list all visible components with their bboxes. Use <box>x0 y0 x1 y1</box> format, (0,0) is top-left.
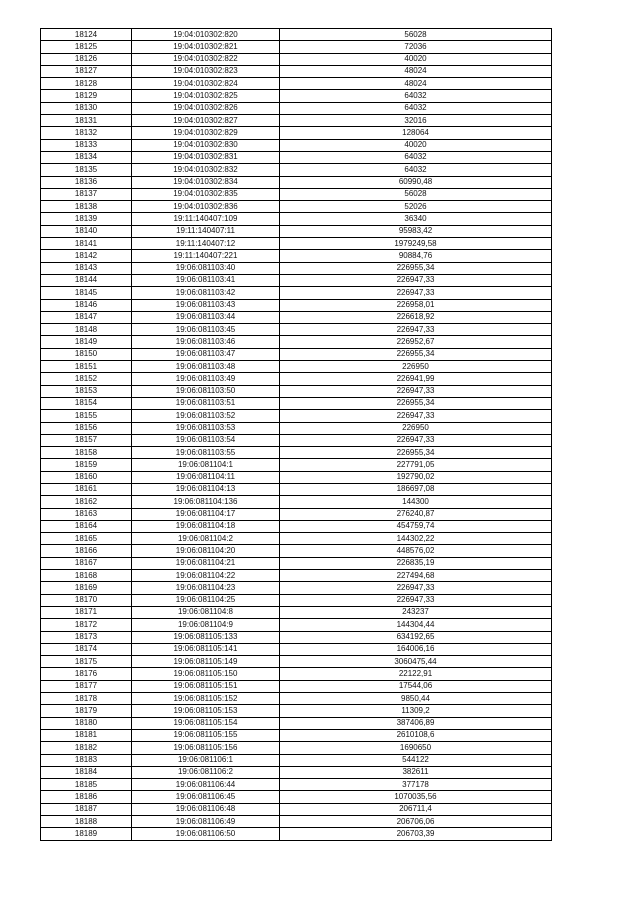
data-table <box>40 28 552 841</box>
row-number-cell: 18126 <box>41 53 132 65</box>
cadastral-number-cell: 19:06:081105:141 <box>132 643 280 655</box>
value-cell: 144302,22 <box>280 533 552 545</box>
row-number-cell: 18139 <box>41 213 132 225</box>
value-cell: 72036 <box>280 41 552 53</box>
cadastral-number-cell: 19:06:081103:47 <box>132 348 280 360</box>
row-number-cell: 18131 <box>41 115 132 127</box>
table-row <box>41 754 552 766</box>
value-cell: 226952,67 <box>280 336 552 348</box>
cadastral-number-cell: 19:04:010302:835 <box>132 188 280 200</box>
cadastral-number-cell: 19:06:081103:44 <box>132 311 280 323</box>
value-cell: 206711,4 <box>280 803 552 815</box>
row-number-cell: 18148 <box>41 324 132 336</box>
value-cell: 454759,74 <box>280 520 552 532</box>
row-number-cell: 18168 <box>41 570 132 582</box>
cadastral-number-cell: 19:06:081103:40 <box>132 262 280 274</box>
row-number-cell: 18135 <box>41 164 132 176</box>
table-row <box>41 631 552 643</box>
cadastral-number-cell: 19:06:081105:154 <box>132 717 280 729</box>
value-cell: 206706,06 <box>280 816 552 828</box>
table-row <box>41 606 552 618</box>
cadastral-number-cell: 19:04:010302:823 <box>132 65 280 77</box>
table-row <box>41 299 552 311</box>
cadastral-number-cell: 19:04:010302:820 <box>132 29 280 41</box>
row-number-cell: 18187 <box>41 803 132 815</box>
cadastral-number-cell: 19:04:010302:834 <box>132 176 280 188</box>
table-row <box>41 115 552 127</box>
row-number-cell: 18176 <box>41 668 132 680</box>
cadastral-number-cell: 19:11:140407:11 <box>132 225 280 237</box>
value-cell: 226955,34 <box>280 348 552 360</box>
table-row <box>41 53 552 65</box>
row-number-cell: 18128 <box>41 78 132 90</box>
value-cell: 56028 <box>280 29 552 41</box>
value-cell: 227494,68 <box>280 570 552 582</box>
value-cell: 226950 <box>280 422 552 434</box>
value-cell: 226947,33 <box>280 287 552 299</box>
row-number-cell: 18140 <box>41 225 132 237</box>
value-cell: 95983,42 <box>280 225 552 237</box>
cadastral-number-cell: 19:04:010302:825 <box>132 90 280 102</box>
row-number-cell: 18174 <box>41 643 132 655</box>
row-number-cell: 18151 <box>41 361 132 373</box>
row-number-cell: 18158 <box>41 447 132 459</box>
cadastral-number-cell: 19:06:081105:155 <box>132 729 280 741</box>
value-cell: 17544,06 <box>280 680 552 692</box>
cadastral-number-cell: 19:06:081104:11 <box>132 471 280 483</box>
table-row <box>41 779 552 791</box>
table-row <box>41 656 552 668</box>
table-row <box>41 693 552 705</box>
cadastral-number-cell: 19:06:081106:49 <box>132 816 280 828</box>
table-row <box>41 238 552 250</box>
table-row <box>41 65 552 77</box>
cadastral-number-cell: 19:06:081103:45 <box>132 324 280 336</box>
value-cell: 634192,65 <box>280 631 552 643</box>
cadastral-number-cell: 19:06:081104:9 <box>132 619 280 631</box>
value-cell: 226947,33 <box>280 594 552 606</box>
value-cell: 144304,44 <box>280 619 552 631</box>
value-cell: 382611 <box>280 766 552 778</box>
cadastral-number-cell: 19:06:081103:55 <box>132 447 280 459</box>
table-row <box>41 471 552 483</box>
cadastral-number-cell: 19:11:140407:12 <box>132 238 280 250</box>
value-cell: 226947,33 <box>280 582 552 594</box>
cadastral-number-cell: 19:06:081105:156 <box>132 742 280 754</box>
row-number-cell: 18160 <box>41 471 132 483</box>
value-cell: 206703,39 <box>280 828 552 840</box>
cadastral-number-cell: 19:06:081106:50 <box>132 828 280 840</box>
table-row <box>41 496 552 508</box>
value-cell: 387406,89 <box>280 717 552 729</box>
table-row <box>41 201 552 213</box>
row-number-cell: 18170 <box>41 594 132 606</box>
value-cell: 1070035,56 <box>280 791 552 803</box>
table-row <box>41 791 552 803</box>
row-number-cell: 18156 <box>41 422 132 434</box>
table-row <box>41 361 552 373</box>
table-row <box>41 410 552 422</box>
value-cell: 227791,05 <box>280 459 552 471</box>
cadastral-number-cell: 19:04:010302:824 <box>132 78 280 90</box>
row-number-cell: 18142 <box>41 250 132 262</box>
value-cell: 60990,48 <box>280 176 552 188</box>
cadastral-number-cell: 19:06:081103:52 <box>132 410 280 422</box>
cadastral-number-cell: 19:06:081106:1 <box>132 754 280 766</box>
cadastral-number-cell: 19:06:081103:46 <box>132 336 280 348</box>
value-cell: 128064 <box>280 127 552 139</box>
cadastral-number-cell: 19:11:140407:109 <box>132 213 280 225</box>
row-number-cell: 18159 <box>41 459 132 471</box>
row-number-cell: 18178 <box>41 693 132 705</box>
value-cell: 9850,44 <box>280 693 552 705</box>
row-number-cell: 18143 <box>41 262 132 274</box>
row-number-cell: 18145 <box>41 287 132 299</box>
value-cell: 226950 <box>280 361 552 373</box>
value-cell: 64032 <box>280 164 552 176</box>
table-row <box>41 717 552 729</box>
value-cell: 144300 <box>280 496 552 508</box>
row-number-cell: 18182 <box>41 742 132 754</box>
value-cell: 226947,33 <box>280 324 552 336</box>
value-cell: 1690650 <box>280 742 552 754</box>
table-row <box>41 766 552 778</box>
table-row <box>41 127 552 139</box>
cadastral-number-cell: 19:06:081104:18 <box>132 520 280 532</box>
row-number-cell: 18137 <box>41 188 132 200</box>
row-number-cell: 18132 <box>41 127 132 139</box>
row-number-cell: 18144 <box>41 274 132 286</box>
value-cell: 40020 <box>280 139 552 151</box>
row-number-cell: 18134 <box>41 151 132 163</box>
table-row <box>41 287 552 299</box>
value-cell: 226947,33 <box>280 385 552 397</box>
table-row <box>41 102 552 114</box>
cadastral-number-cell: 19:06:081103:43 <box>132 299 280 311</box>
row-number-cell: 18185 <box>41 779 132 791</box>
value-cell: 56028 <box>280 188 552 200</box>
table-row <box>41 262 552 274</box>
table-row <box>41 619 552 631</box>
value-cell: 276240,87 <box>280 508 552 520</box>
value-cell: 2610108,6 <box>280 729 552 741</box>
value-cell: 192790,02 <box>280 471 552 483</box>
cadastral-number-cell: 19:06:081104:2 <box>132 533 280 545</box>
row-number-cell: 18166 <box>41 545 132 557</box>
cadastral-number-cell: 19:04:010302:830 <box>132 139 280 151</box>
cadastral-number-cell: 19:06:081106:2 <box>132 766 280 778</box>
cadastral-number-cell: 19:06:081103:50 <box>132 385 280 397</box>
cadastral-number-cell: 19:11:140407:221 <box>132 250 280 262</box>
cadastral-number-cell: 19:06:081104:17 <box>132 508 280 520</box>
row-number-cell: 18133 <box>41 139 132 151</box>
cadastral-number-cell: 19:06:081103:53 <box>132 422 280 434</box>
table-row <box>41 151 552 163</box>
row-number-cell: 18136 <box>41 176 132 188</box>
table-row <box>41 373 552 385</box>
table-row <box>41 742 552 754</box>
value-cell: 36340 <box>280 213 552 225</box>
cadastral-number-cell: 19:06:081103:49 <box>132 373 280 385</box>
row-number-cell: 18169 <box>41 582 132 594</box>
cadastral-number-cell: 19:04:010302:829 <box>132 127 280 139</box>
table-row <box>41 729 552 741</box>
table-row <box>41 570 552 582</box>
value-cell: 3060475,44 <box>280 656 552 668</box>
value-cell: 243237 <box>280 606 552 618</box>
value-cell: 48024 <box>280 65 552 77</box>
cadastral-number-cell: 19:04:010302:831 <box>132 151 280 163</box>
table-row <box>41 213 552 225</box>
table-row <box>41 139 552 151</box>
value-cell: 52026 <box>280 201 552 213</box>
value-cell: 226835,19 <box>280 557 552 569</box>
row-number-cell: 18153 <box>41 385 132 397</box>
cadastral-number-cell: 19:06:081105:133 <box>132 631 280 643</box>
row-number-cell: 18165 <box>41 533 132 545</box>
value-cell: 226955,34 <box>280 397 552 409</box>
row-number-cell: 18181 <box>41 729 132 741</box>
cadastral-number-cell: 19:06:081106:45 <box>132 791 280 803</box>
table-row <box>41 520 552 532</box>
cadastral-number-cell: 19:06:081103:54 <box>132 434 280 446</box>
table-row <box>41 447 552 459</box>
cadastral-number-cell: 19:06:081106:48 <box>132 803 280 815</box>
row-number-cell: 18172 <box>41 619 132 631</box>
row-number-cell: 18125 <box>41 41 132 53</box>
row-number-cell: 18141 <box>41 238 132 250</box>
value-cell: 226958,01 <box>280 299 552 311</box>
table-row <box>41 643 552 655</box>
table-row <box>41 680 552 692</box>
cadastral-number-cell: 19:06:081106:44 <box>132 779 280 791</box>
table-row <box>41 459 552 471</box>
value-cell: 377178 <box>280 779 552 791</box>
table-row <box>41 397 552 409</box>
table-row <box>41 557 552 569</box>
row-number-cell: 18152 <box>41 373 132 385</box>
row-number-cell: 18161 <box>41 483 132 495</box>
table-row <box>41 803 552 815</box>
row-number-cell: 18183 <box>41 754 132 766</box>
value-cell: 64032 <box>280 151 552 163</box>
row-number-cell: 18180 <box>41 717 132 729</box>
table-row <box>41 668 552 680</box>
table-row <box>41 582 552 594</box>
cadastral-number-cell: 19:04:010302:836 <box>132 201 280 213</box>
table-row <box>41 324 552 336</box>
table-row <box>41 274 552 286</box>
table-row <box>41 594 552 606</box>
table-row <box>41 828 552 840</box>
row-number-cell: 18171 <box>41 606 132 618</box>
cadastral-number-cell: 19:04:010302:832 <box>132 164 280 176</box>
row-number-cell: 18175 <box>41 656 132 668</box>
table-row <box>41 29 552 41</box>
value-cell: 544122 <box>280 754 552 766</box>
table-row <box>41 816 552 828</box>
row-number-cell: 18150 <box>41 348 132 360</box>
table-row <box>41 250 552 262</box>
row-number-cell: 18164 <box>41 520 132 532</box>
value-cell: 22122,91 <box>280 668 552 680</box>
cadastral-number-cell: 19:06:081104:25 <box>132 594 280 606</box>
cadastral-number-cell: 19:06:081105:152 <box>132 693 280 705</box>
table-row <box>41 545 552 557</box>
cadastral-number-cell: 19:06:081104:1 <box>132 459 280 471</box>
table-row <box>41 90 552 102</box>
value-cell: 226955,34 <box>280 447 552 459</box>
value-cell: 226955,34 <box>280 262 552 274</box>
table-row <box>41 225 552 237</box>
value-cell: 226947,33 <box>280 434 552 446</box>
value-cell: 32016 <box>280 115 552 127</box>
table-row <box>41 508 552 520</box>
row-number-cell: 18162 <box>41 496 132 508</box>
value-cell: 48024 <box>280 78 552 90</box>
table-row <box>41 311 552 323</box>
table-row <box>41 434 552 446</box>
table-row <box>41 41 552 53</box>
table-row <box>41 336 552 348</box>
table-row <box>41 705 552 717</box>
row-number-cell: 18147 <box>41 311 132 323</box>
row-number-cell: 18167 <box>41 557 132 569</box>
value-cell: 448576,02 <box>280 545 552 557</box>
table-row <box>41 533 552 545</box>
table-row <box>41 78 552 90</box>
row-number-cell: 18179 <box>41 705 132 717</box>
row-number-cell: 18127 <box>41 65 132 77</box>
value-cell: 226618,92 <box>280 311 552 323</box>
value-cell: 226941,99 <box>280 373 552 385</box>
value-cell: 164006,16 <box>280 643 552 655</box>
cadastral-number-cell: 19:06:081104:13 <box>132 483 280 495</box>
value-cell: 90884,76 <box>280 250 552 262</box>
row-number-cell: 18130 <box>41 102 132 114</box>
cadastral-number-cell: 19:06:081105:149 <box>132 656 280 668</box>
row-number-cell: 18155 <box>41 410 132 422</box>
table-row <box>41 483 552 495</box>
value-cell: 226947,33 <box>280 274 552 286</box>
row-number-cell: 18149 <box>41 336 132 348</box>
row-number-cell: 18146 <box>41 299 132 311</box>
value-cell: 186697,08 <box>280 483 552 495</box>
table-row <box>41 188 552 200</box>
row-number-cell: 18157 <box>41 434 132 446</box>
value-cell: 226947,33 <box>280 410 552 422</box>
cadastral-number-cell: 19:06:081105:153 <box>132 705 280 717</box>
row-number-cell: 18124 <box>41 29 132 41</box>
value-cell: 11309,2 <box>280 705 552 717</box>
table-body <box>41 29 552 841</box>
value-cell: 64032 <box>280 102 552 114</box>
cadastral-number-cell: 19:04:010302:827 <box>132 115 280 127</box>
cadastral-number-cell: 19:04:010302:821 <box>132 41 280 53</box>
cadastral-number-cell: 19:06:081105:150 <box>132 668 280 680</box>
row-number-cell: 18184 <box>41 766 132 778</box>
table-row <box>41 422 552 434</box>
cadastral-number-cell: 19:06:081104:21 <box>132 557 280 569</box>
row-number-cell: 18177 <box>41 680 132 692</box>
cadastral-number-cell: 19:06:081104:20 <box>132 545 280 557</box>
table-row <box>41 176 552 188</box>
cadastral-number-cell: 19:06:081103:41 <box>132 274 280 286</box>
table-row <box>41 348 552 360</box>
cadastral-number-cell: 19:04:010302:822 <box>132 53 280 65</box>
row-number-cell: 18154 <box>41 397 132 409</box>
cadastral-number-cell: 19:06:081104:23 <box>132 582 280 594</box>
row-number-cell: 18173 <box>41 631 132 643</box>
row-number-cell: 18189 <box>41 828 132 840</box>
value-cell: 1979249,58 <box>280 238 552 250</box>
value-cell: 40020 <box>280 53 552 65</box>
cadastral-number-cell: 19:04:010302:826 <box>132 102 280 114</box>
table-row <box>41 385 552 397</box>
row-number-cell: 18138 <box>41 201 132 213</box>
row-number-cell: 18188 <box>41 816 132 828</box>
cadastral-number-cell: 19:06:081103:48 <box>132 361 280 373</box>
cadastral-number-cell: 19:06:081104:8 <box>132 606 280 618</box>
row-number-cell: 18163 <box>41 508 132 520</box>
row-number-cell: 18186 <box>41 791 132 803</box>
cadastral-number-cell: 19:06:081104:136 <box>132 496 280 508</box>
cadastral-number-cell: 19:06:081103:51 <box>132 397 280 409</box>
cadastral-number-cell: 19:06:081104:22 <box>132 570 280 582</box>
cadastral-number-cell: 19:06:081105:151 <box>132 680 280 692</box>
table-row <box>41 164 552 176</box>
value-cell: 64032 <box>280 90 552 102</box>
row-number-cell: 18129 <box>41 90 132 102</box>
cadastral-number-cell: 19:06:081103:42 <box>132 287 280 299</box>
